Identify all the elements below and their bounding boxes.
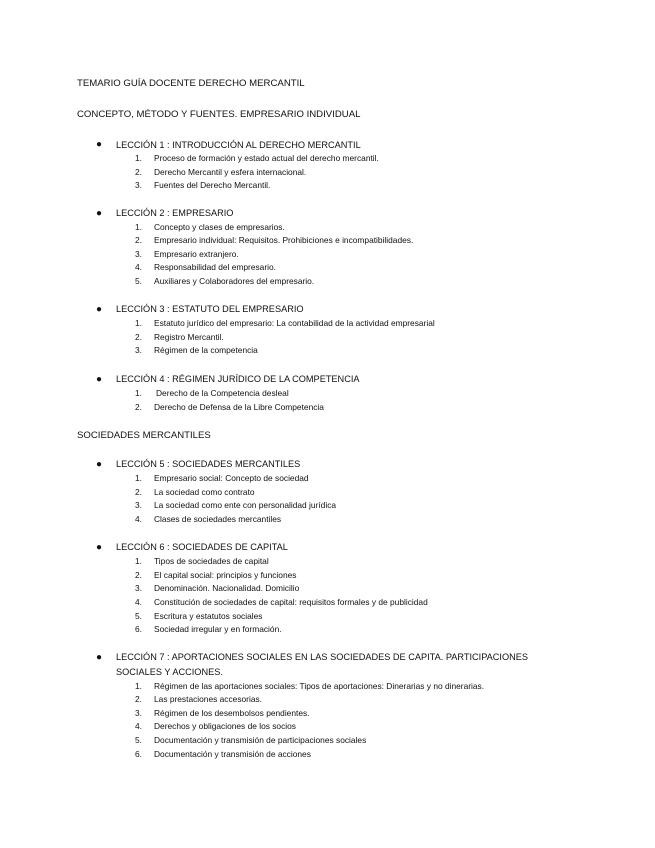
lesson-title: LECCIÓN 1 : INTRODUCCIÓN AL DERECHO MERCANTIL [116,140,361,150]
lesson-title: LECCIÓN 6 : SOCIEDADES DE CAPITAL [116,542,288,552]
bullet-icon: ● [96,652,103,663]
lesson-title: LECCIÓN 4 : RÉGIMEN JURÍDICO DE LA COMPETENCIA [116,374,360,384]
lesson-title: LECCIÓN 2 : EMPRESARIO [116,208,234,218]
lesson-title: LECCIÓN 3 : ESTATUTO DEL EMPRESARIO [116,304,304,314]
section-title: SOCIEDADES MERCANTILES [77,430,211,441]
bullet-icon: ● [96,374,103,385]
section-title: CONCEPTO, MÉTODO Y FUENTES. EMPRESARIO INDIVIDUAL [77,109,361,120]
bullet-icon: ● [96,542,103,553]
document-page: TEMARIO GUÍA DOCENTE DERECHO MERCANTIL CONCEPTO, MÉTODO Y FUENTES. EMPRESARIO INDIVIDUAL ● LECCIÓN 1 : INTRODUCCIÓN AL DERECHO MERCANTIL 1. Proceso de formación y estado actual del derecho mercantil. 2. Derecho Mercantil y esfera internacional. 3. Fuentes del Derecho Mercantil. ● LECCIÓN 2 : EMPRESARIO 1. Concepto y clases de empresarios. 2. Empresario individual: Requisitos. Prohibiciones e incompatibilidades. 3. Empresario extranjero. 4. Responsabilidad del empresario. 5. Auxiliares y Colaboradores del empresario. ● LECCIÓN 3 : ESTATUTO DEL EMPRESARIO 1. Estatuto jurídico del empresario: La contabilidad de la actividad empresarial 2. Registro Mercantil. 3. Régimen de la competencia ● LECCIÓN 4 : RÉGIMEN JURÍDICO DE LA COMPETENCIA 1. Derecho de la Competencia desleal 2. Derecho de Defensa de la Libre Competencia SOCIEDADES MERCANTILES ● LECCIÓN 5 : SOCIEDADES MERCANTILES 1. Empresario social: Concepto de sociedad 2. La sociedad como contrato 3. La sociedad como ente con personalidad jurídica 4. Clases de sociedades mercantiles ● LECCIÓN 6 : SOCIEDADES DE CAPITAL 1. Tipos de sociedades de capital 2. El capital social: principios y funciones 3. Denominación. Nacionalidad. Domicilio 4. Constitución de sociedades de capital: requisitos formales y de publicidad 5. Escritura y estatutos sociales 6. Sociedad irregular y en formación. ● LECCIÓN 7 : APORTACIONES SOCIALES EN LAS SOCIEDADES DE CAPITA. PARTICIPACIONES SOCIALES Y ACCIONES. 1. Régimen de las aportaciones sociales: Tipos de aportaciones: Dinerarias y no dinerarias. 2. Las prestaciones accesorias. 3. Régimen de los desembolsos pendientes. 4. Derechos y obligaciones de los socios 5. Documentación y transmisión de participaciones sociales 6. Documentación y transmisión de acciones [0,0,655,848]
bullet-icon: ● [96,304,103,315]
bullet-icon: ● [96,459,103,470]
bullet-icon: ● [96,208,103,219]
lesson-title: LECCIÓN 7 : APORTACIONES SOCIALES EN LAS SOCIEDADES DE CAPITA. PARTICIPACIONES SOCIALES Y ACCIONES. [116,652,529,677]
lesson-title: LECCIÓN 5 : SOCIEDADES MERCANTILES [116,459,301,469]
document-title: TEMARIO GUÍA DOCENTE DERECHO MERCANTIL [77,78,305,89]
bullet-icon: ● [96,139,103,150]
